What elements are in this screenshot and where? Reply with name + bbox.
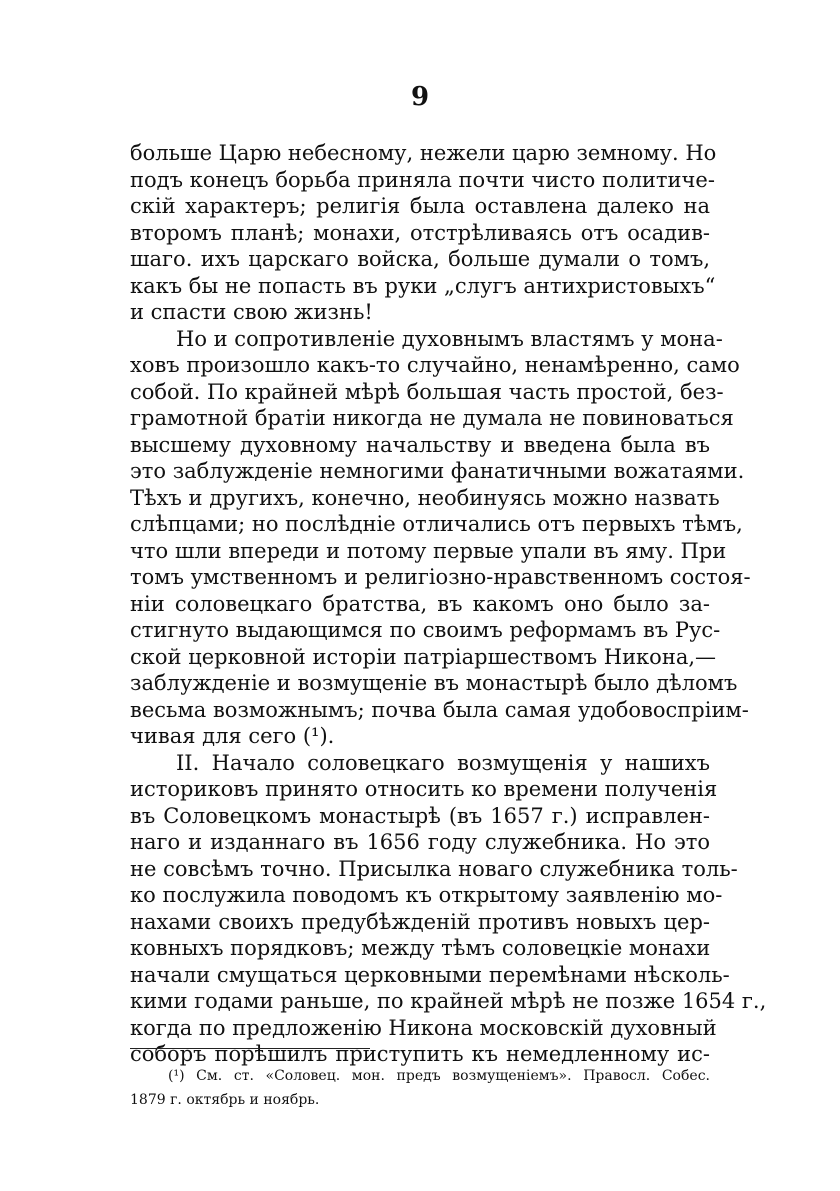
text-line: это заблужденіе немногими фанатичными вожатаями. [130,459,745,483]
text-line: шаго. ихъ царскаго войска, больше думали о томъ, [130,247,710,271]
text-line: ніи соловецкаго братства, въ какомъ оно было за- [130,591,710,616]
footnote-line: 1879 г. октябрь и ноябрь. [130,1092,320,1108]
page-number: 9 [410,82,430,112]
text-line: наго и изданнаго въ 1656 году служебника. Но это [130,830,710,854]
text-line: скій характеръ; религія была оставлена далеко на [130,194,710,218]
text-line: подъ конецъ борьба приняла почти чисто политиче- [130,167,715,192]
footnote-line: (¹) См. ст. «Соловец. мон. предъ возмущеніемъ». Правосл. Собес. [168,1068,710,1084]
text-line: кими годами раньше, по крайней мѣрѣ не позже 1654 г., [130,989,767,1013]
main-text [130,140,767,1068]
text-line: ковныхъ порядковъ; между тѣмъ соловецкіе монахи [130,936,711,960]
text-line: весьма возможнымъ; почва была самая удобовоспріим- [130,697,749,722]
text-line: что шли впереди и потому первые упали въ яму. При [130,538,727,563]
text-line: въ Соловецкомъ монастырѣ (въ 1657 г.) исправлен- [130,803,710,828]
text-line: II. Начало соловецкаго возмущенія у нашихъ [176,750,710,775]
text-line: когда по предложенію Никона московскій духовный [130,1015,717,1040]
text-line: и спасти свою жизнь! [130,300,373,324]
footnote-divider [130,1048,370,1049]
text-line: больше Царю небесному, нежели царю земному. Но [130,141,717,165]
text-line: ховъ произошло какъ-то случайно, ненамѣренно, само [130,353,740,377]
text-line: начали смущаться церковными перемѣнами нѣсколь- [130,962,730,987]
text-line: Но и сопротивленіе духовнымъ властямъ у мона- [176,326,723,351]
text-line: чивая для сего (¹). [130,724,335,748]
footnote [130,1064,710,1112]
text-line: историковъ принято относить ко времени полученія [130,777,718,801]
text-line: какъ бы не попасть въ руки „слугъ антихристовыхъ“ [130,273,716,298]
text-line: ской церковной исторіи патріаршествомъ Никона,— [130,644,717,669]
text-line: не совсѣмъ точно. Присылка новаго служебника толь- [130,856,738,881]
text-line: томъ умственномъ и религіозно-нравственномъ состоя- [130,565,751,589]
text-line: собой. По крайней мѣрѣ большая часть простой, без- [130,379,724,404]
text-line: нахами своихъ предубѣжденій противъ новыхъ цер- [130,909,710,934]
text-line: стигнуто выдающимся по своимъ реформамъ въ Рус- [130,618,721,642]
text-line: грамотной братіи никогда не думала не повиноваться [130,406,734,430]
text-line: соборъ порѣшилъ приступить къ немедленному ис- [130,1042,710,1066]
text-line: ко послужила поводомъ къ открытому заявленію мо- [130,883,723,907]
text-line: Тѣхъ и другихъ, конечно, необинуясь можно назвать [130,485,720,510]
text-line: слѣпцами; но послѣдніе отличались отъ первыхъ тѣмъ, [130,512,743,536]
text-line: второмъ планѣ; монахи, отстрѣливаясь отъ осадив- [130,220,710,245]
text-line: высшему духовному начальству и введена была въ [130,432,710,457]
text-line: заблужденіе и возмущеніе въ монастырѣ было дѣломъ [130,671,738,695]
